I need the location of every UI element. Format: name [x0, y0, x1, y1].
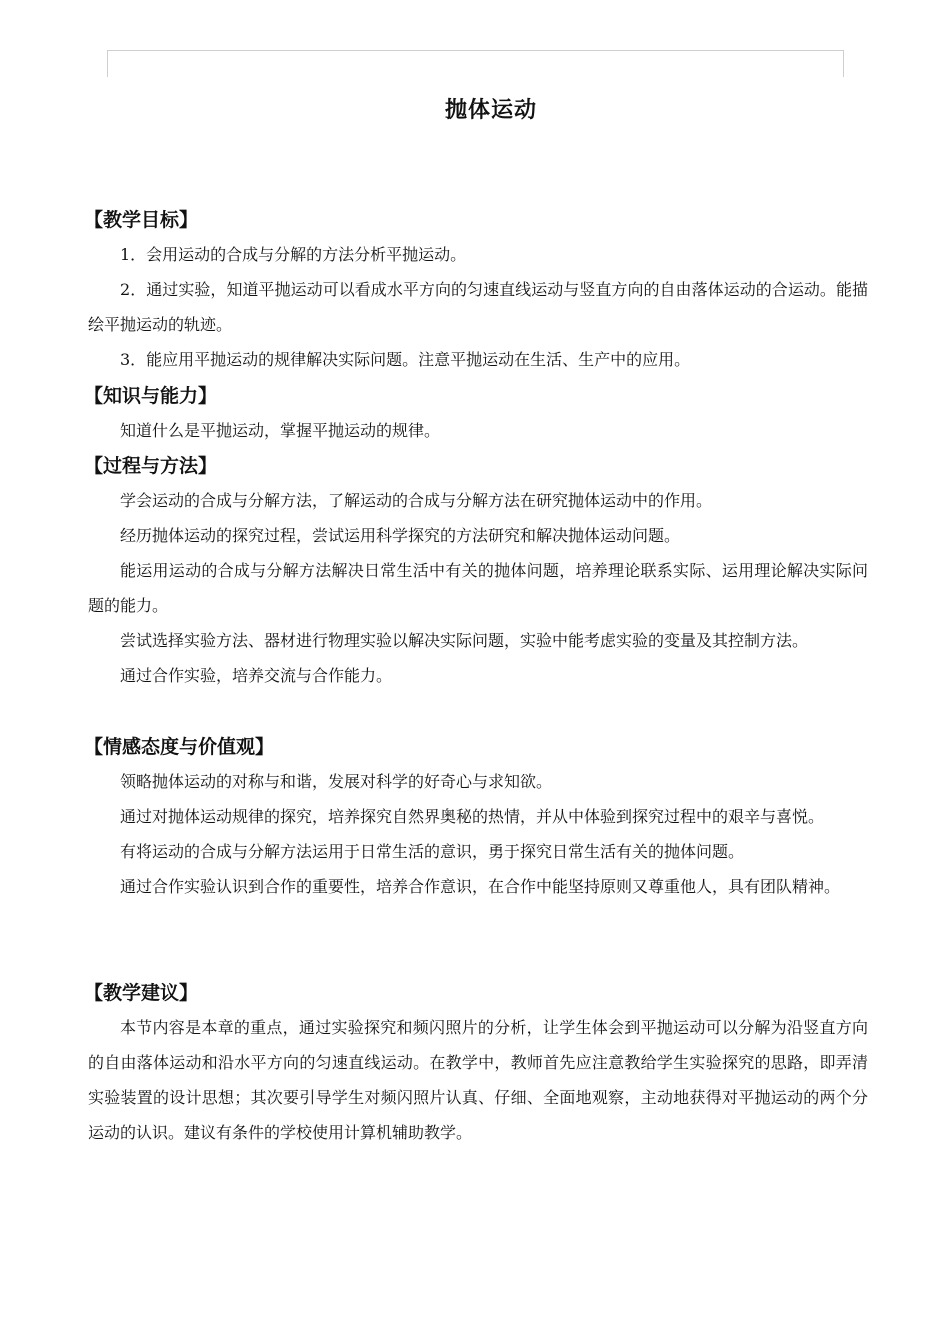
- paragraph: 尝试选择实验方法、器材进行物理实验以解决实际问题，实验中能考虑实验的变量及其控制方法。: [120, 631, 809, 650]
- section-emotion-values: [84, 730, 868, 904]
- section-knowledge-ability: [84, 379, 868, 448]
- section-heading: 【过程与方法】: [84, 455, 218, 477]
- paragraph: 知道什么是平抛运动，掌握平抛运动的规律。: [120, 421, 441, 440]
- section-heading: 【教学建议】: [84, 982, 199, 1004]
- document-title: 抛体运动: [444, 98, 537, 123]
- paragraph: 能运用运动的合成与分解方法解决日常生活中有关的抛体问题，培养理论联系实际、运用理论解决实际问题的能力。: [88, 561, 868, 615]
- paragraph: 领略抛体运动的对称与和谐，发展对科学的好奇心与求知欲。: [120, 772, 553, 791]
- section-heading: 【情感态度与价值观】: [84, 736, 275, 758]
- section-teaching-goals: [84, 203, 868, 377]
- paragraph: 2．通过实验，知道平抛运动可以看成水平方向的匀速直线运动与竖直方向的自由落体运动的合运动。能描绘平抛运动的轨迹。: [88, 280, 868, 334]
- paragraph: 通过对抛体运动规律的探究，培养探究自然界奥秘的热情，并从中体验到探究过程中的艰辛与喜悦。: [120, 807, 825, 826]
- paragraph: 1．会用运动的合成与分解的方法分析平抛运动。: [120, 245, 467, 264]
- paragraph: 通过合作实验，培养交流与合作能力。: [120, 666, 393, 685]
- section-process-method: [84, 449, 868, 693]
- paragraph: 有将运动的合成与分解方法运用于日常生活的意识，勇于探究日常生活有关的抛体问题。: [120, 842, 745, 861]
- paragraph: 经历抛体运动的探究过程，尝试运用科学探究的方法研究和解决抛体运动问题。: [120, 526, 681, 545]
- section-teaching-suggestions: [84, 976, 868, 1150]
- paragraph: 学会运动的合成与分解方法，了解运动的合成与分解方法在研究抛体运动中的作用。: [120, 491, 713, 510]
- section-heading: 【知识与能力】: [84, 385, 218, 407]
- paragraph: 3．能应用平抛运动的规律解决实际问题。注意平抛运动在生活、生产中的应用。: [120, 350, 691, 369]
- page-header-frame: [107, 50, 844, 77]
- paragraph: 通过合作实验认识到合作的重要性，培养合作意识，在合作中能坚持原则又尊重他人，具有团队精神。: [120, 877, 841, 896]
- paragraph: 本节内容是本章的重点，通过实验探究和频闪照片的分析，让学生体会到平抛运动可以分解为沿竖直方向的自由落体运动和沿水平方向的匀速直线运动。在教学中，教师首先应注意教给学生实验探究的思路，即弄清实验装置的设计思想；其次要引导学生对频闪照片认真、仔细、全面地观察，主动地获得对平抛运动的两个分运动的认识。建议有条件的学校使用计算机辅助教学。: [88, 1018, 868, 1142]
- section-heading: 【教学目标】: [84, 209, 199, 231]
